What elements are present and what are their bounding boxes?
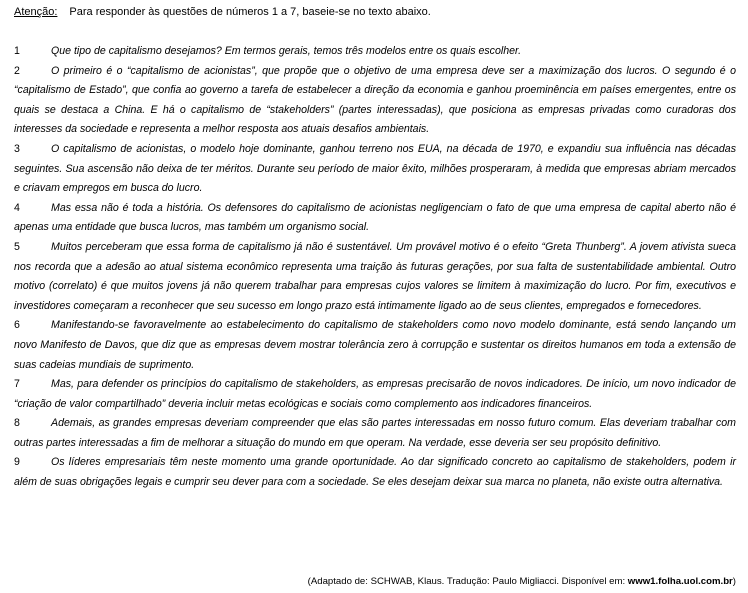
- paragraph: [14, 140, 736, 199]
- paragraph: [14, 42, 736, 62]
- source-text: (Adaptado de: SCHWAB, Klaus. Tradução: Paulo Migliacci. Disponível em:: [307, 576, 628, 587]
- paragraph-text: Muitos perceberam que essa forma de capitalismo já não é sustentável. Um provável motivo é o efeito “Greta Thunberg”. A jovem ativista sueca nos recorda que a adesão ao atual sistema econômico representa uma traição às futuras gerações, por sua falta de sustentabilidade ambiental. Outro motivo (correlato) é que muitos jovens já não querem trabalhar para empresas cujos valores se limitem à maximização do lucro. Por fim, executivos e investidores começaram a reconhecer que seu sucesso em longo prazo está intimamente ligado ao de seus clientes, empregados e fornecedores.: [14, 240, 736, 312]
- paragraph-number: 4: [14, 201, 20, 214]
- paragraph: [14, 316, 736, 375]
- paragraph: [14, 453, 736, 492]
- paragraph-number: 1: [14, 45, 20, 57]
- source-citation: [308, 575, 736, 589]
- document-page: [14, 0, 736, 493]
- instruction-header: [14, 5, 736, 19]
- source-close: ): [732, 576, 736, 587]
- paragraph-number: 9: [14, 456, 20, 469]
- paragraph: [14, 375, 736, 414]
- paragraph-text: Mas, para defender os princípios do capitalismo de stakeholders, as empresas precisarão de novos indicadores. De início, um novo indicador de “criação de valor compartilhado” deveria incluir metas ecológicas e sociais como complemento aos indicadores financeiros.: [14, 378, 736, 410]
- paragraph: [14, 199, 736, 238]
- paragraph: [14, 238, 736, 316]
- paragraph-text: O primeiro é o “capitalismo de acionistas”, que propõe que o objetivo de uma empresa deve ser a maximização dos lucros. O segundo é o “capitalismo de Estado”, que confia ao governo a tarefa de estabelecer a direção da economia e ganhou proeminência em países emergentes, entre os quais se destaca a China. E há o capitalismo de “stakeholders” (partes interessadas), que posiciona as empresas privadas como curadoras dos interesses da sociedade e representa a melhor resposta aos atuais desafios ambientais.: [14, 64, 736, 136]
- attention-label: Atenção:: [14, 6, 58, 18]
- paragraph-number: 7: [14, 378, 20, 391]
- paragraph-number: 2: [14, 64, 20, 77]
- paragraph-text: Manifestando-se favoravelmente ao estabelecimento do capitalismo de stakeholders como novo modelo dominante, está sendo lançando um novo Manifesto de Davos, que diz que as empresas devem mostrar tolerância zero à corrupção e sustentar os direitos humanos em toda a extensão de suas cadeias mundiais de suprimento.: [14, 319, 736, 371]
- paragraph-number: 3: [14, 142, 20, 155]
- paragraph-text: Ademais, as grandes empresas deveriam compreender que elas são partes interessadas em nosso futuro comum. Elas deveriam trabalhar com outras partes interessadas a fim de melhorar a situação do mundo em que operam. Na verdade, esse deveria ser seu propósito definitivo.: [14, 417, 736, 449]
- paragraph-number: 8: [14, 417, 20, 430]
- source-site: www1.folha.uol.com.br: [627, 576, 733, 587]
- paragraph-number: 5: [14, 240, 20, 253]
- paragraph-number: 6: [14, 319, 20, 332]
- paragraph-text: Os líderes empresariais têm neste momento uma grande oportunidade. Ao dar significado concreto ao capitalismo de stakeholders, podem ir além de suas obrigações legais e cumprir seu dever para com a sociedade. Se eles desejam deixar sua marca no planeta, não existe outra alternativa.: [14, 456, 736, 489]
- instruction-text: Para responder às questões de números 1 a 7, baseie-se no texto abaixo.: [69, 6, 431, 18]
- text-body: [14, 42, 736, 493]
- paragraph: [14, 414, 736, 453]
- paragraph-text: O capitalismo de acionistas, o modelo hoje dominante, ganhou terreno nos EUA, na década de 1970, e expandiu sua influência nas décadas seguintes. Sua ascensão não deixa de ter méritos. Durante seu período de maior êxito, milhões prosperaram, à medida que empresas abriam mercados e criavam empregos em busca do lucro.: [14, 142, 736, 195]
- paragraph: [14, 62, 736, 140]
- paragraph-text: Mas essa não é toda a história. Os defensores do capitalismo de acionistas negligenciam o fato de que uma empresa de capital aberto não é apenas uma entidade que busca lucros, mas também um organismo social.: [14, 201, 736, 234]
- paragraph-text: Que tipo de capitalismo desejamos? Em termos gerais, temos três modelos entre os quais escolher.: [51, 45, 522, 57]
